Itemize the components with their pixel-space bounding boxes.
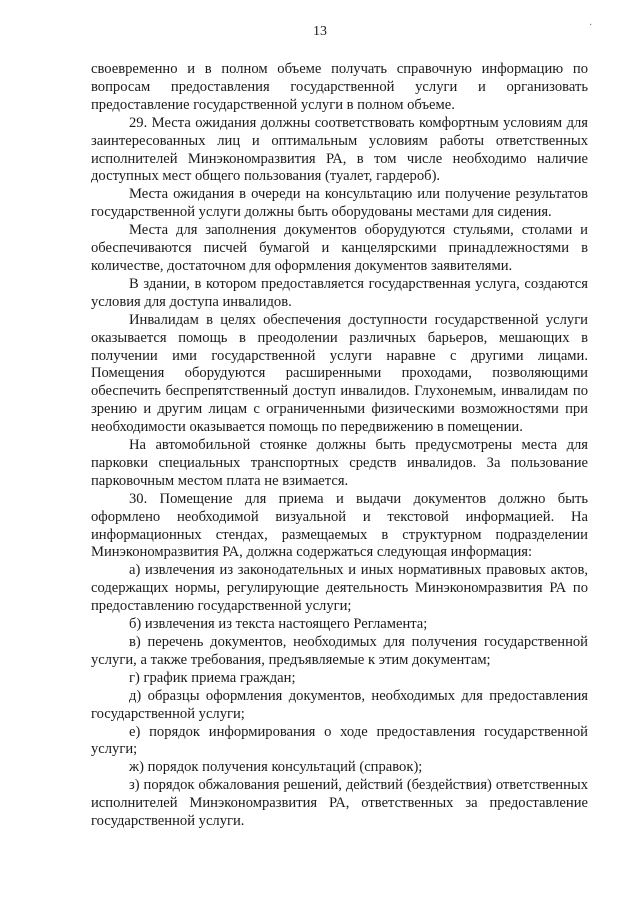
paragraph: Места ожидания в очереди на консультацию или получение результатов государственной услуги должны быть оборудованы местами для сидения.	[91, 186, 588, 221]
paragraph: Инвалидам в целях обеспечения доступности государственной услуги оказывается помощь в преодолении различных барьеров, мешающих в получении ими государственной услуги наравне с другими лицами. Помещения оборудуются расширенными проходами, позволяющими обеспечить беспрепятственный доступ инвалидов. Глухонемым, инвалидам по зрению и другим лицам с ограниченными физическими возможностями при необходимости оказывается помощь по передвижению в помещении.	[91, 311, 588, 436]
list-item: а) извлечения из законодательных и иных нормативных правовых актов, содержащих нормы, регулирующие деятельность Минэкономразвития РА по предоставлению государственной услуги;	[91, 562, 588, 615]
paragraph: 30. Помещение для приема и выдачи документов должно быть оформлено необходимой визуальной и текстовой информацией. На информационных стендах, размещаемых в структурном подразделении Минэкономразвития РА, должна содержаться следующая информация:	[91, 490, 588, 561]
paragraph: Места для заполнения документов оборудуются стульями, столами и обеспечиваются писчей бумагой и канцелярскими принадлежностями в количестве, достаточном для оформления документов заявителями.	[91, 222, 588, 274]
scan-mark: ·	[589, 20, 593, 31]
list-item: е) порядок информирования о ходе предоставления государственной услуги;	[91, 723, 588, 758]
list-item: з) порядок обжалования решений, действий (бездействия) ответственных исполнителей Минэкономразвития РА, ответственных за предоставление государственной услуги.	[91, 777, 588, 830]
paragraph: На автомобильной стоянке должны быть предусмотрены места для парковки специальных транспортных средств инвалидов. За пользование парковочным местом плата не взимается.	[91, 437, 588, 489]
page-number: 13	[313, 24, 327, 39]
list-item: б) извлечения из текста настоящего Регламента;	[129, 616, 428, 633]
list-item: ж) порядок получения консультаций (справок);	[129, 759, 423, 776]
list-item: в) перечень документов, необходимых для получения государственной услуги, а также требования, предъявляемые к этим документам;	[91, 634, 588, 668]
paragraph: 29. Места ожидания должны соответствовать комфортным условиям для заинтересованных лиц и оптимальным условиям работы ответственных исполнителей Минэкономразвития РА, в том числе необходимо наличие доступных мест общего пользования (туалет, гардероб).	[91, 114, 588, 185]
document-body	[91, 61, 588, 831]
paragraph: своевременно и в полном объеме получать справочную информацию по вопросам предоставления государственной услуги и организовать предоставление государственной услуги в полном объеме.	[91, 61, 588, 113]
list-item: г) график приема граждан;	[129, 669, 296, 686]
list-item: д) образцы оформления документов, необходимых для предоставления государственной услуги;	[91, 687, 588, 722]
paragraph: В здании, в котором предоставляется государственная услуга, создаются условия для доступа инвалидов.	[91, 275, 588, 310]
